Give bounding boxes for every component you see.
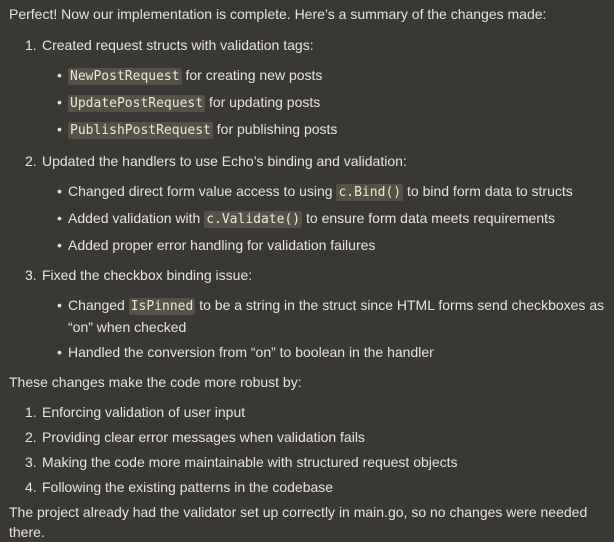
benefits-list <box>9 402 605 497</box>
list-item-text: Providing clear error messages when validation fails <box>42 429 365 445</box>
intro-paragraph: Perfect! Now our implementation is complete. Here’s a summary of the changes made: <box>9 6 547 22</box>
list-item-text: Following the existing patterns in the codebase <box>42 479 334 495</box>
change-sublist <box>42 65 605 141</box>
sub-item <box>42 342 605 362</box>
list-item-text: Enforcing validation of user input <box>42 404 246 420</box>
change-item <box>9 265 605 362</box>
sub-item-text: for creating new posts <box>181 67 323 83</box>
list-number: 2. <box>25 429 37 445</box>
bullet-icon: • <box>57 183 62 199</box>
sub-item-text: for updating posts <box>205 94 321 110</box>
bullet-icon: • <box>57 344 62 360</box>
list-item <box>9 402 605 422</box>
sub-item-text: to be a string in the struct since HTML forms send checkboxes as “on” when checked <box>68 297 605 335</box>
sub-item <box>42 119 605 141</box>
list-number: 3. <box>25 454 37 470</box>
inline-code: NewPostRequest <box>70 69 180 84</box>
bullet-icon: • <box>57 297 62 313</box>
sub-item <box>42 295 605 337</box>
change-title: Fixed the checkbox binding issue: <box>42 267 253 283</box>
robust-paragraph: These changes make the code more robust by: <box>9 374 302 390</box>
bullet-icon: • <box>57 210 62 226</box>
list-number: 1. <box>25 404 37 420</box>
list-number: 4. <box>25 479 37 495</box>
list-number: 2. <box>25 153 37 169</box>
list-number: 3. <box>25 267 37 283</box>
change-sublist <box>42 181 605 255</box>
sub-item-text: Changed <box>68 297 129 313</box>
bullet-icon: • <box>57 121 62 137</box>
change-title: Updated the handlers to use Echo’s binding and validation: <box>42 153 407 169</box>
change-item <box>9 151 605 255</box>
list-number: 1. <box>25 37 37 53</box>
sub-item <box>42 92 605 114</box>
change-item <box>9 35 605 141</box>
sub-item-text: to ensure form data meets requirements <box>302 210 556 226</box>
sub-item <box>42 181 605 203</box>
inline-code: PublishPostRequest <box>70 123 211 138</box>
inline-code: IsPinned <box>130 299 194 314</box>
inline-code: UpdatePostRequest <box>70 96 204 111</box>
changes-list <box>9 35 605 362</box>
sub-item-text: for publishing posts <box>212 121 338 137</box>
list-item <box>9 427 605 447</box>
inline-code: c.Validate() <box>206 212 301 227</box>
sub-item-text: to bind form data to structs <box>403 183 573 199</box>
sub-item-text: Added proper error handling for validation failures <box>68 237 376 253</box>
change-sublist <box>42 295 605 362</box>
sub-item-text: Changed direct form value access to using <box>68 183 337 199</box>
inline-code: c.Bind() <box>338 185 402 200</box>
closing-paragraph: The project already had the validator set up correctly in main.go, so no changes were needed there. <box>9 504 588 540</box>
sub-item <box>42 208 605 230</box>
bullet-icon: • <box>57 237 62 253</box>
sub-item-text: Handled the conversion from “on” to boolean in the handler <box>68 344 434 360</box>
bullet-icon: • <box>57 67 62 83</box>
sub-item <box>42 65 605 87</box>
sub-item <box>42 235 605 255</box>
list-item-text: Making the code more maintainable with structured request objects <box>42 454 458 470</box>
bullet-icon: • <box>57 94 62 110</box>
list-item <box>9 477 605 497</box>
sub-item-text: Added validation with <box>68 210 205 226</box>
list-item <box>9 452 605 472</box>
change-title: Created request structs with validation tags: <box>42 37 314 53</box>
